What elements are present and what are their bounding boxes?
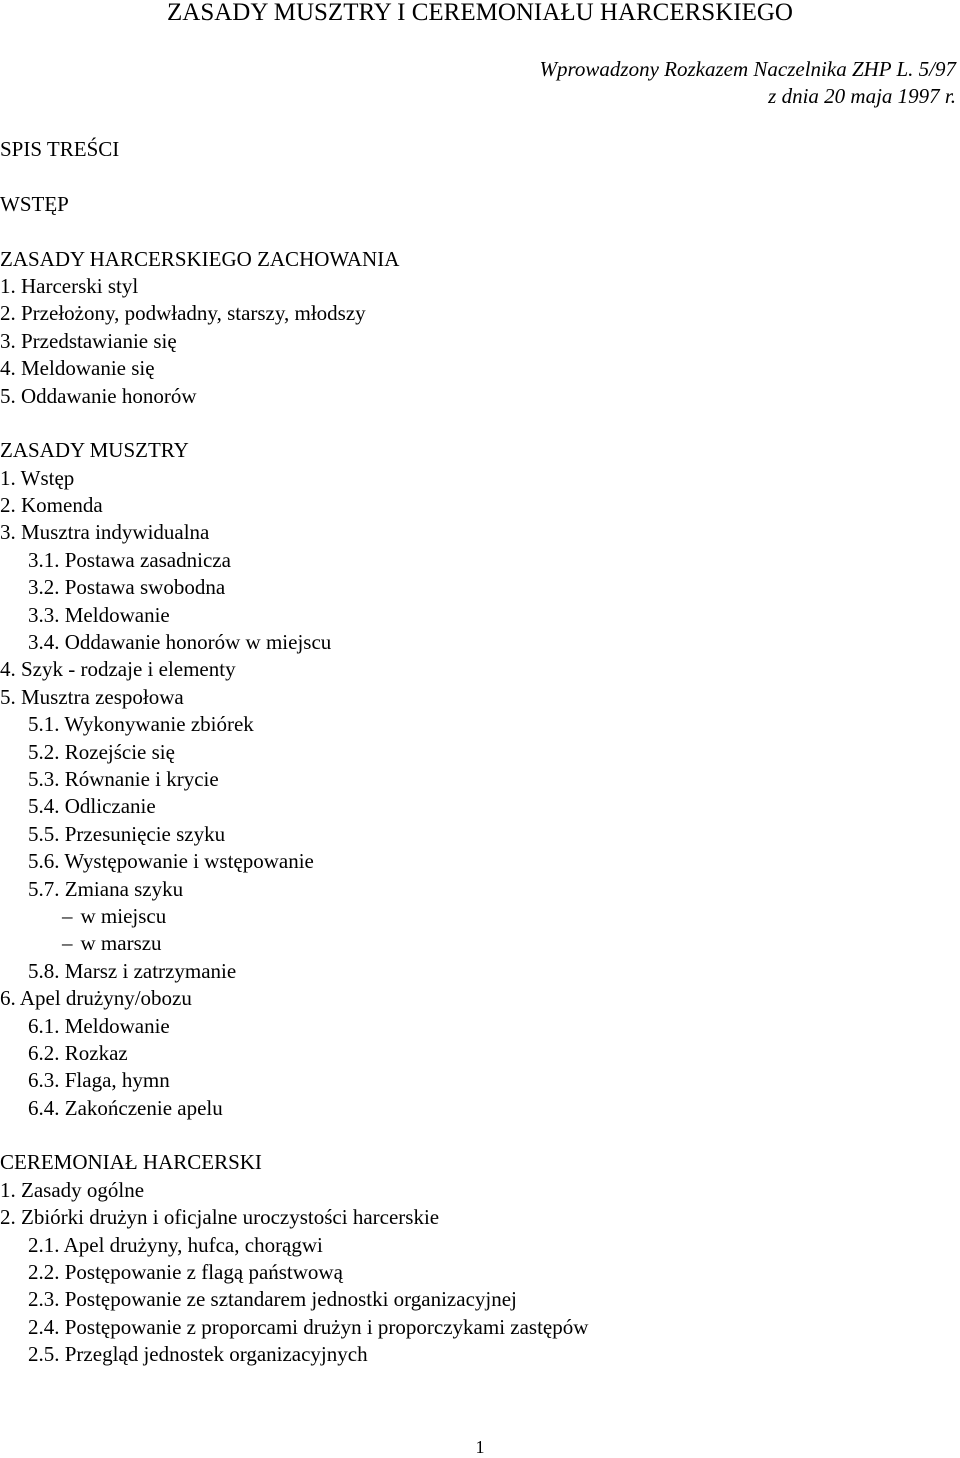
toc-subitem: 2.5. Przegląd jednostek organizacyjnych	[28, 1342, 368, 1367]
toc-subitem: 3.1. Postawa zasadnicza	[28, 547, 231, 572]
toc-subitem: 2.1. Apel drużyny, hufca, chorągwi	[28, 1232, 323, 1257]
toc-dash-item	[0, 903, 956, 930]
toc-item: 2. Zbiórki drużyn i oficjalne uroczystości harcerskie	[0, 1205, 440, 1230]
toc-subitem: 2.3. Postępowanie ze sztandarem jednostki organizacyjnej	[28, 1287, 517, 1312]
toc-heading: SPIS TREŚCI	[0, 137, 120, 161]
toc-item: 6. Apel drużyny/obozu	[0, 986, 192, 1011]
subtitle-date: z dnia 20 maja 1997 r.	[768, 84, 956, 108]
toc-item: 5. Oddawanie honorów	[0, 383, 197, 408]
toc-subitem: 5.1. Wykonywanie zbiórek	[28, 712, 254, 737]
toc-item: 3. Przedstawianie się	[0, 328, 177, 353]
toc-item: 2. Komenda	[0, 493, 103, 518]
toc-subitem: 5.6. Występowanie i wstępowanie	[28, 849, 314, 874]
toc-subitem: 3.2. Postawa swobodna	[28, 575, 226, 600]
toc-item: 1. Zasady ogólne	[0, 1177, 145, 1202]
document-title: ZASADY MUSZTRY I CEREMONIAŁU HARCERSKIEGO	[167, 0, 793, 26]
spacer	[0, 1122, 956, 1149]
spacer	[0, 410, 956, 437]
toc-subitem: 5.5. Przesunięcie szyku	[28, 821, 226, 846]
spacer	[0, 163, 956, 190]
toc-item: 4. Meldowanie się	[0, 356, 155, 381]
table-of-contents	[0, 136, 956, 1369]
dash-item-text: – w marszu	[62, 931, 162, 955]
subtitle-order-reference: Wprowadzony Rozkazem Naczelnika ZHP L. 5/97	[539, 57, 956, 81]
toc-subitem: 6.1. Meldowanie	[28, 1013, 170, 1038]
toc-dash-item	[0, 930, 956, 957]
toc-item: 1. Harcerski styl	[0, 273, 139, 298]
dash-item-text: – w miejscu	[62, 904, 166, 928]
toc-section-title: ZASADY HARCERSKIEGO ZACHOWANIA	[0, 246, 400, 271]
toc-section-title: CEREMONIAŁ HARCERSKI	[0, 1150, 262, 1175]
toc-subitem: 5.4. Odliczanie	[28, 794, 156, 819]
toc-item: 3. Musztra indywidualna	[0, 520, 210, 545]
document-subtitle	[540, 56, 956, 110]
spacer	[0, 218, 956, 245]
toc-intro: WSTĘP	[0, 191, 69, 216]
toc-subitem: 5.8. Marsz i zatrzymanie	[28, 958, 237, 983]
toc-subitem: 2.2. Postępowanie z flagą państwową	[28, 1260, 343, 1285]
toc-subitem: 6.3. Flaga, hymn	[28, 1068, 170, 1093]
toc-subitem: 6.2. Rozkaz	[28, 1040, 128, 1065]
toc-subitem: 6.4. Zakończenie apelu	[28, 1095, 223, 1120]
toc-item: 5. Musztra zespołowa	[0, 684, 184, 709]
page-number: 1	[475, 1437, 485, 1457]
toc-subitem: 2.4. Postępowanie z proporcami drużyn i proporczykami zastępów	[28, 1314, 589, 1339]
toc-subitem: 5.3. Równanie i krycie	[28, 766, 219, 791]
toc-subitem: 3.3. Meldowanie	[28, 602, 170, 627]
toc-item: 1. Wstęp	[0, 465, 75, 490]
toc-item: 4. Szyk - rodzaje i elementy	[0, 657, 236, 682]
toc-subitem: 5.7. Zmiana szyku	[28, 876, 184, 901]
toc-subitem: 5.2. Rozejście się	[28, 739, 175, 764]
toc-item: 2. Przełożony, podwładny, starszy, młodszy	[0, 301, 366, 326]
toc-subitem: 3.4. Oddawanie honorów w miejscu	[28, 630, 332, 655]
toc-section-title: ZASADY MUSZTRY	[0, 438, 189, 463]
